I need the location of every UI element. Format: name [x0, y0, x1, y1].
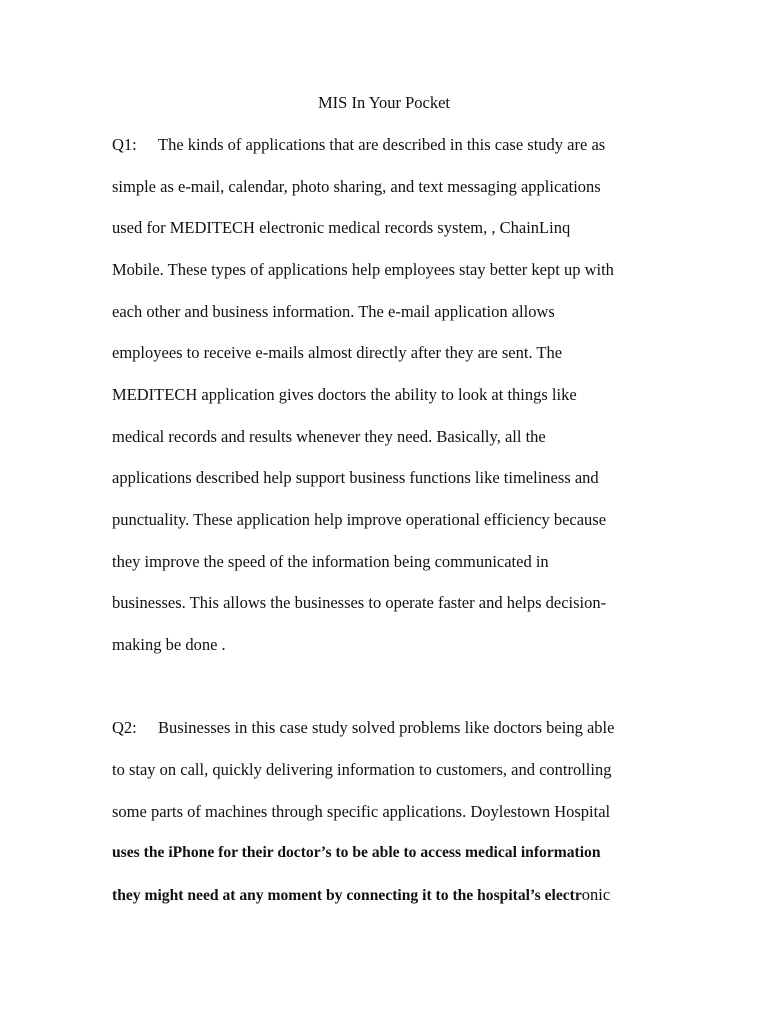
q1-line: Mobile. These types of applications help employees stay better kept up with	[112, 260, 614, 279]
q1-line-text: The kinds of applications that are described in this case study are as	[158, 135, 606, 154]
q1-line: businesses. This allows the businesses to operate faster and helps decision-	[112, 593, 607, 612]
q1-line: MEDITECH application gives doctors the ability to look at things like	[112, 385, 577, 404]
q1-line: medical records and results whenever they need. Basically, all the	[112, 427, 546, 446]
q1-line: simple as e-mail, calendar, photo sharing, and text messaging applications	[112, 177, 601, 196]
q2-bold-line: uses the iPhone for their doctor’s to be able to access medical information	[112, 844, 601, 861]
q2-mixed-line	[112, 884, 610, 907]
q1-line: each other and business information. The e-mail application allows	[112, 302, 555, 321]
q1-line: applications described help support business functions like timeliness and	[112, 468, 599, 487]
q2-line: to stay on call, quickly delivering information to customers, and controlling	[112, 760, 612, 779]
q2-line: some parts of machines through specific applications. Doylestown Hospital	[112, 802, 611, 821]
q2-line	[112, 717, 614, 739]
q1-line: they improve the speed of the information being communicated in	[112, 552, 549, 571]
q1-line	[112, 134, 605, 156]
page-title: MIS In Your Pocket	[317, 93, 451, 112]
q1-line: employees to receive e-mails almost directly after they are sent. The	[112, 343, 563, 362]
q1-line: making be done .	[112, 635, 226, 654]
q2-bold-segment: they might need at any moment by connecting it to the hospital’s electr	[112, 887, 582, 904]
q1-label: Q1:	[112, 135, 137, 154]
q2-normal-segment: onic	[581, 885, 611, 904]
q1-line: punctuality. These application help improve operational efficiency because	[112, 510, 607, 529]
q1-line: used for MEDITECH electronic medical records system, , ChainLinq	[112, 218, 571, 237]
q2-line-text: Businesses in this case study solved problems like doctors being able	[158, 718, 615, 737]
q2-label: Q2:	[112, 718, 137, 737]
